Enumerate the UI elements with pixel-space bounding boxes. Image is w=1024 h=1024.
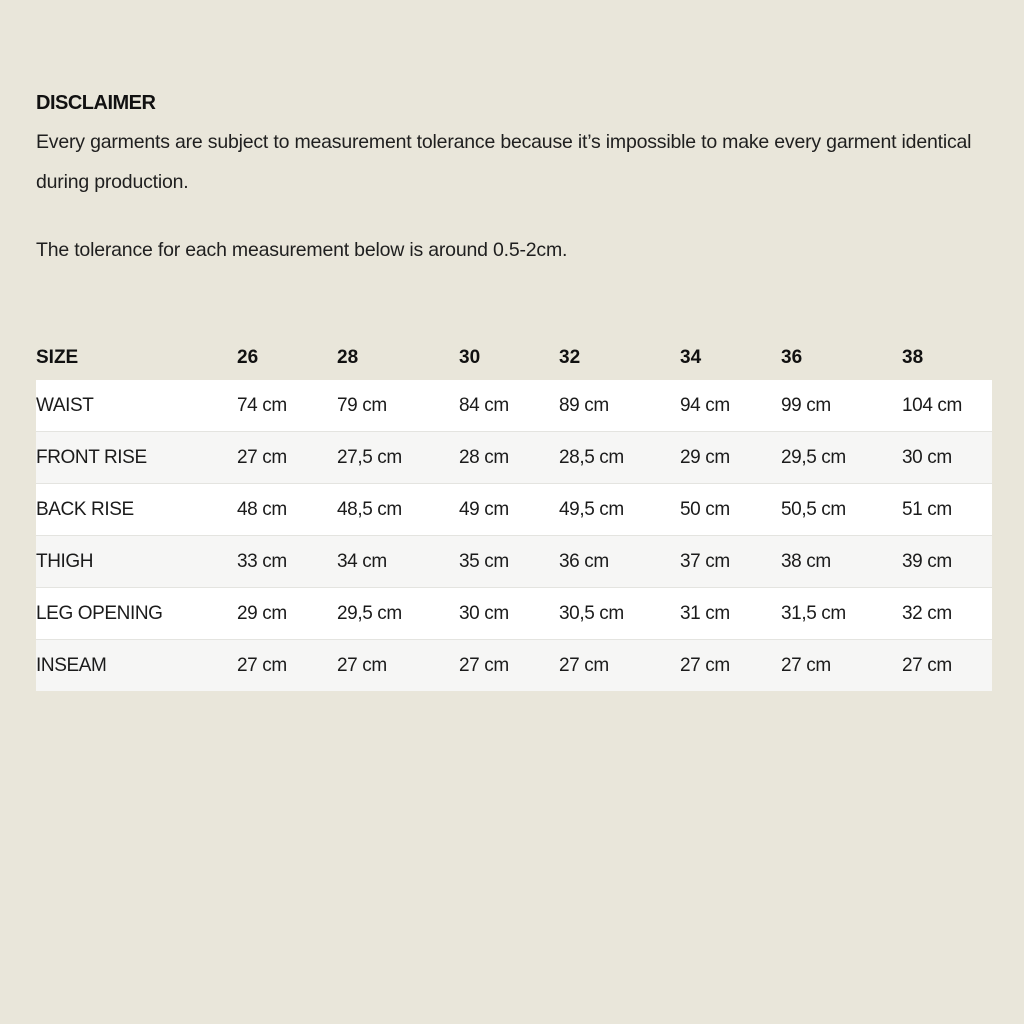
- header-cell-34: 34: [680, 347, 702, 368]
- table-cell: 50 cm: [680, 498, 730, 520]
- row-label: WAIST: [36, 394, 94, 416]
- table-cell: 37 cm: [680, 550, 730, 572]
- table-cell: 28,5 cm: [559, 446, 624, 468]
- table-cell: 35 cm: [459, 550, 509, 572]
- table-cell: 30,5 cm: [559, 602, 624, 624]
- header-cell-38: 38: [902, 347, 924, 368]
- table-cell: 27 cm: [559, 654, 609, 676]
- table-cell: 31 cm: [680, 602, 730, 624]
- table-cell: 49,5 cm: [559, 498, 624, 520]
- table-cell: 32 cm: [902, 602, 952, 624]
- table-cell: 29,5 cm: [337, 602, 402, 624]
- table-cell: 29,5 cm: [781, 446, 846, 468]
- table-cell: 104 cm: [902, 394, 962, 416]
- table-cell: 94 cm: [680, 394, 730, 416]
- table-cell: 33 cm: [237, 550, 287, 572]
- table-cell: 79 cm: [337, 394, 387, 416]
- table-cell: 51 cm: [902, 498, 952, 520]
- header-cell-30: 30: [459, 347, 481, 368]
- table-cell: 30 cm: [459, 602, 509, 624]
- table-cell: 74 cm: [237, 394, 287, 416]
- size-table-header: [36, 336, 992, 380]
- disclaimer-paragraph-tolerance-range: The tolerance for each measurement below is around 0.5-2cm.: [36, 239, 568, 261]
- row-label: INSEAM: [36, 654, 107, 676]
- table-cell: 48,5 cm: [337, 498, 402, 520]
- table-row-back-rise: [36, 483, 992, 535]
- header-cell-28: 28: [337, 347, 359, 368]
- disclaimer-paragraph-tolerance-reason: Every garments are subject to measurement tolerance because it’s impossible to make every garment identical during production.: [36, 131, 972, 193]
- table-cell: 34 cm: [337, 550, 387, 572]
- table-cell: 27 cm: [680, 654, 730, 676]
- table-cell: 99 cm: [781, 394, 831, 416]
- table-row-waist: [36, 380, 992, 431]
- table-row-inseam: [36, 639, 992, 691]
- table-row-thigh: [36, 535, 992, 587]
- table-cell: 50,5 cm: [781, 498, 846, 520]
- table-cell: 39 cm: [902, 550, 952, 572]
- row-label: FRONT RISE: [36, 446, 147, 468]
- row-label: BACK RISE: [36, 498, 134, 520]
- disclaimer-title: DISCLAIMER: [36, 92, 156, 114]
- table-row-front-rise: [36, 431, 992, 483]
- table-cell: 27,5 cm: [337, 446, 402, 468]
- table-cell: 31,5 cm: [781, 602, 846, 624]
- row-label: LEG OPENING: [36, 602, 163, 624]
- header-cell-36: 36: [781, 347, 803, 368]
- table-cell: 38 cm: [781, 550, 831, 572]
- table-cell: 30 cm: [902, 446, 952, 468]
- row-label: THIGH: [36, 550, 94, 572]
- header-cell-32: 32: [559, 347, 581, 368]
- table-cell: 49 cm: [459, 498, 509, 520]
- table-cell: 89 cm: [559, 394, 609, 416]
- table-cell: 84 cm: [459, 394, 509, 416]
- table-cell: 27 cm: [902, 654, 952, 676]
- table-cell: 28 cm: [459, 446, 509, 468]
- table-cell: 27 cm: [337, 654, 387, 676]
- table-row-leg-opening: [36, 587, 992, 639]
- table-cell: 48 cm: [237, 498, 287, 520]
- header-cell-26: 26: [237, 347, 259, 368]
- table-cell: 27 cm: [237, 446, 287, 468]
- header-cell-size: SIZE: [36, 347, 79, 368]
- table-cell: 27 cm: [237, 654, 287, 676]
- size-table: [36, 336, 992, 691]
- table-cell: 36 cm: [559, 550, 609, 572]
- table-cell: 29 cm: [237, 602, 287, 624]
- table-cell: 27 cm: [781, 654, 831, 676]
- table-cell: 29 cm: [680, 446, 730, 468]
- table-cell: 27 cm: [459, 654, 509, 676]
